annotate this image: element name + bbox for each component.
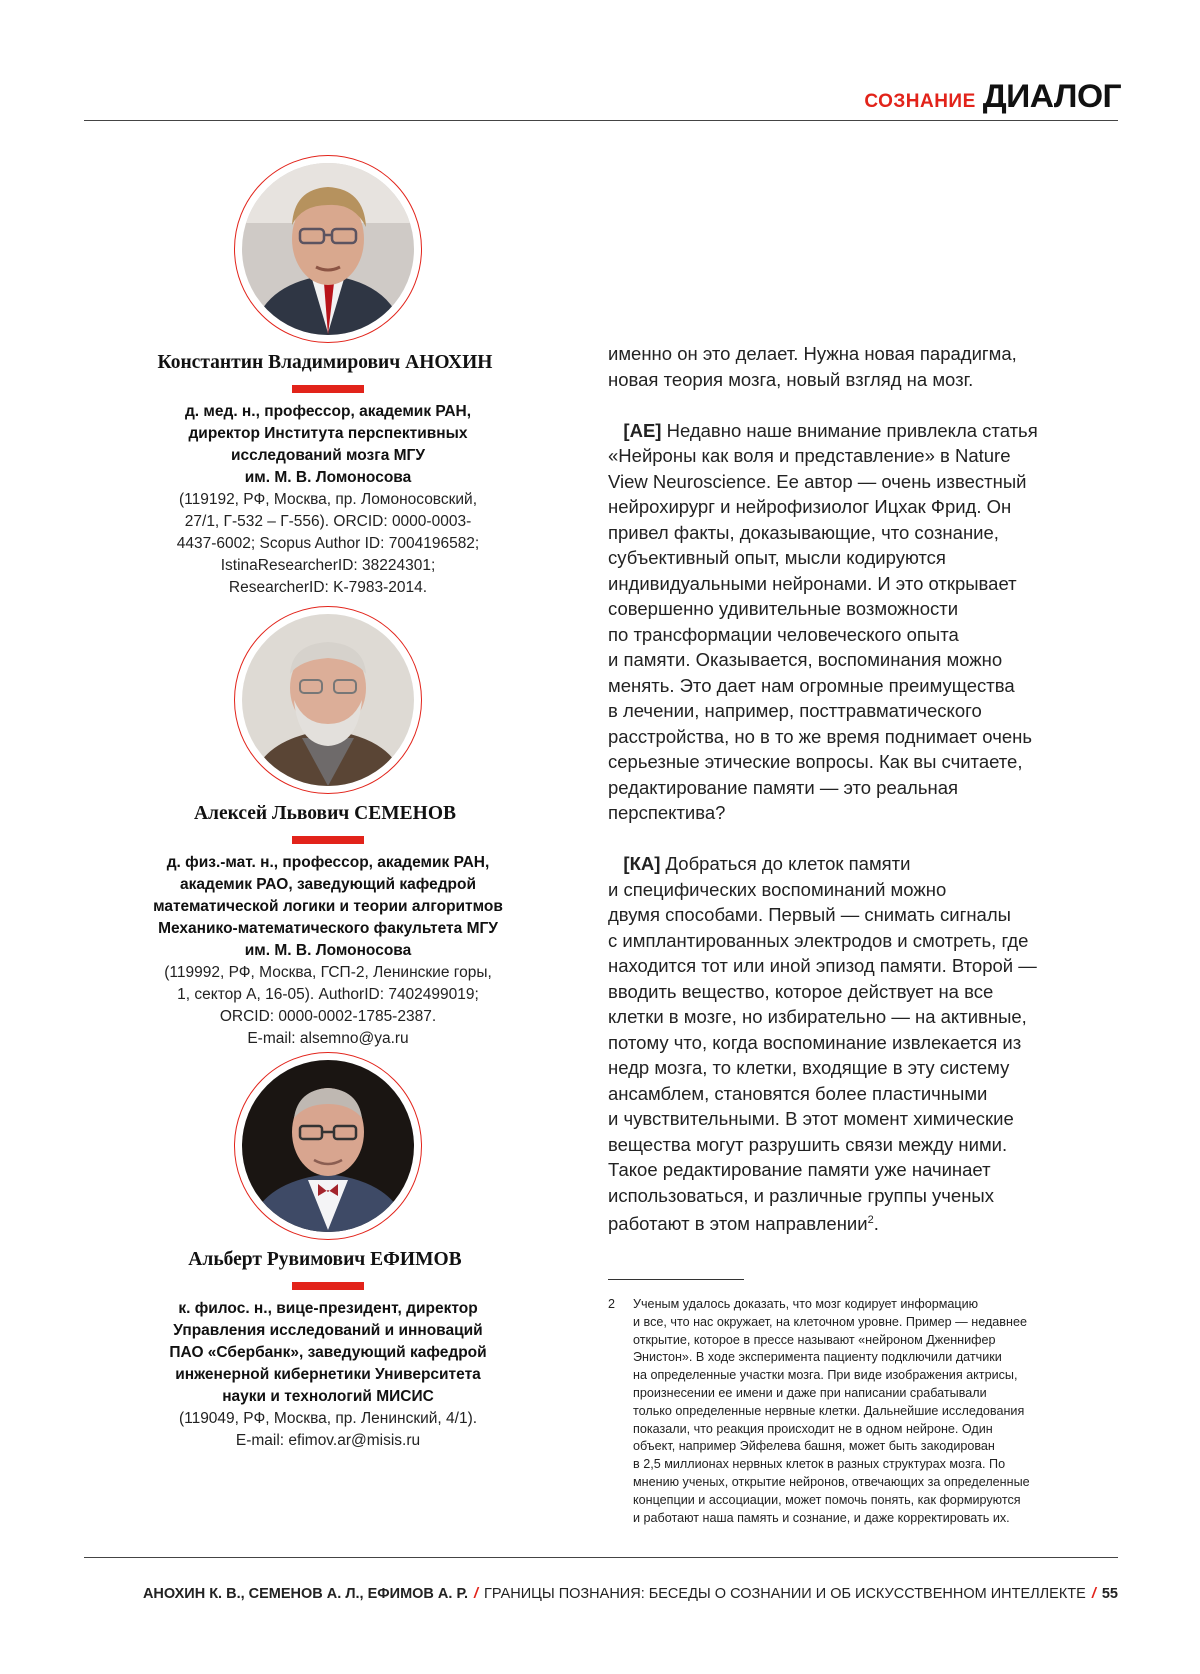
contact-line: (119049, РФ, Москва, пр. Ленинский, 4/1). — [118, 1408, 538, 1430]
footnote-text: Ученым удалось доказать, что мозг кодирует информацию и все, что нас окружает, на клеточном уровне. Пример — недавнее открытие, которое в прессе называют «нейроном Дженнифер Энистон». В ходе эксперимента пациенту подключили датчики на определенные участки мозга. При виде изображения актрисы, произнесении ее имени и даже при написании срабатывали только определенные нервные клетки. Дальнейшие исследования показали, что реакция происходит не в одном нейроне. Один объект, например Эйфелева башня, может быть закодирован в 2,5 миллионах нервных клеток в разных структурах мозга. По мнению ученых, открытие нейронов, отвечающих за определенные концепции и ассоциации, может помочь понять, как формируются и работают наша память и сознание, и даже корректировать их. — [633, 1296, 1078, 1527]
article-body — [608, 341, 1078, 1237]
portrait-anokhin — [234, 155, 422, 343]
section-label: СОЗНАНИЕ — [864, 91, 975, 112]
paragraph-2: [АЕ] Недавно наше внимание привлекла статья «Нейроны как воля и представление» в Nature View Neuroscience. Ее автор — очень известный нейрохирург и нейрофизиолог Ицхак Фрид. Он привел факты, доказывающие, что сознание, субъективный опыт, мысли кодируются индивидуальными нейронами. И это открывает совершенно удивительные возможности по трансформации человеческого опыта и памяти. Оказывается, воспоминания можно менять. Это дает нам огромные преимущества в лечении, например, посттравматического расстройства, но в то же время поднимает очень серьезные этические вопросы. Как вы считаете, редактирование памяти — это реальная перспектива? — [608, 418, 1078, 826]
footer-separator: / — [474, 1586, 478, 1602]
contact-line: E-mail: efimov.ar@misis.ru — [118, 1430, 538, 1452]
author-contacts — [118, 489, 538, 599]
contact-line: 4437-6002; Scopus Author ID: 7004196582; — [118, 533, 538, 555]
footer-separator: / — [1092, 1586, 1096, 1602]
footnote-rule — [608, 1279, 744, 1280]
credentials-line: исследований мозга МГУ — [118, 445, 538, 467]
contact-line: 1, сектор А, 16-05). AuthorID: 7402499019; — [118, 984, 538, 1006]
contact-line: 27/1, Г-532 – Г-556). ORCID: 0000-0003- — [118, 511, 538, 533]
credentials-line: к. филос. н., вице-президент, директор — [118, 1298, 538, 1320]
credentials-line: ПАО «Сбербанк», заведующий кафедрой — [118, 1342, 538, 1364]
credentials-line: академик РАО, заведующий кафедрой — [118, 874, 538, 896]
name-divider — [292, 1282, 364, 1290]
photo-anokhin — [242, 163, 414, 335]
name-divider — [292, 836, 364, 844]
credentials-line: инженерной кибернетики Университета — [118, 1364, 538, 1386]
credentials-line: математической логики и теории алгоритмов — [118, 896, 538, 918]
page-number: 55 — [1102, 1586, 1118, 1602]
portrait-semenov — [234, 606, 422, 794]
credentials-line: Механико-математического факультета МГУ — [118, 918, 538, 940]
author-name: Константин Владимирович АНОХИН — [125, 352, 525, 374]
header-rule — [84, 120, 1118, 121]
author-contacts — [118, 962, 538, 1050]
credentials-line: им. М. В. Ломоносова — [118, 940, 538, 962]
credentials-line: директор Института перспективных — [118, 423, 538, 445]
paragraph-3: [КА] Добраться до клеток памяти и специфических воспоминаний можно двумя способами. Первый — снимать сигналы с имплантированных электродов и смотреть, где находится тот или иной эпизод памяти. Второй — вводить вещество, которое действует на все клетки в мозге, но избирательно — на активные, потому что, когда воспоминание извлекается из недр мозга, то клетки, входящие в эту систему ансамблем, становятся более пластичными и чувствительными. В этот момент химические вещества могут разрушить связи между ними. Такое редактирование памяти уже начинает использоваться, и различные группы ученых работают в этом направлении2. — [608, 851, 1078, 1237]
contact-line: ResearcherID: K-7983-2014. — [118, 577, 538, 599]
author-name: Альберт Рувимович ЕФИМОВ — [125, 1249, 525, 1271]
photo-efimov — [242, 1060, 414, 1232]
photo-semenov — [242, 614, 414, 786]
author-contacts — [118, 1408, 538, 1452]
footnote-number: 2 — [608, 1296, 615, 1314]
footnote — [608, 1296, 1078, 1527]
footnote-ref[interactable]: 2 — [868, 1214, 874, 1226]
page-header — [84, 78, 1118, 122]
author-credentials — [118, 852, 538, 962]
contact-line: (119192, РФ, Москва, пр. Ломоносовский, — [118, 489, 538, 511]
contact-line: (119992, РФ, Москва, ГСП-2, Ленинские горы, — [118, 962, 538, 984]
author-credentials — [118, 1298, 538, 1408]
credentials-line: Управления исследований и инноваций — [118, 1320, 538, 1342]
contact-line: E-mail: alsemno@ya.ru — [118, 1028, 538, 1050]
footer-authors: АНОХИН К. В., СЕМЕНОВ А. Л., ЕФИМОВ А. Р. — [143, 1586, 468, 1602]
name-divider — [292, 385, 364, 393]
credentials-line: науки и технологий МИСИС — [118, 1386, 538, 1408]
footer-title: ГРАНИЦЫ ПОЗНАНИЯ: БЕСЕДЫ О СОЗНАНИИ И ОБ ИСКУССТВЕННОМ ИНТЕЛЛЕКТЕ — [484, 1586, 1086, 1602]
paragraph-1: именно он это делает. Нужна новая парадигма, новая теория мозга, новый взгляд на мозг. — [608, 341, 1078, 392]
contact-line: IstinaResearcherID: 38224301; — [118, 555, 538, 577]
author-credentials — [118, 401, 538, 489]
contact-line: ORCID: 0000-0002-1785-2387. — [118, 1006, 538, 1028]
author-name: Алексей Львович СЕМЕНОВ — [125, 803, 525, 825]
footer-rule — [84, 1557, 1118, 1558]
credentials-line: д. физ.-мат. н., профессор, академик РАН, — [118, 852, 538, 874]
page-footer — [84, 1586, 1118, 1602]
speaker-tag: [АЕ] — [623, 420, 661, 441]
rubric-title: ДИАЛОГ — [983, 78, 1121, 115]
portrait-efimov — [234, 1052, 422, 1240]
speaker-tag: [КА] — [623, 853, 660, 874]
credentials-line: д. мед. н., профессор, академик РАН, — [118, 401, 538, 423]
credentials-line: им. М. В. Ломоносова — [118, 467, 538, 489]
